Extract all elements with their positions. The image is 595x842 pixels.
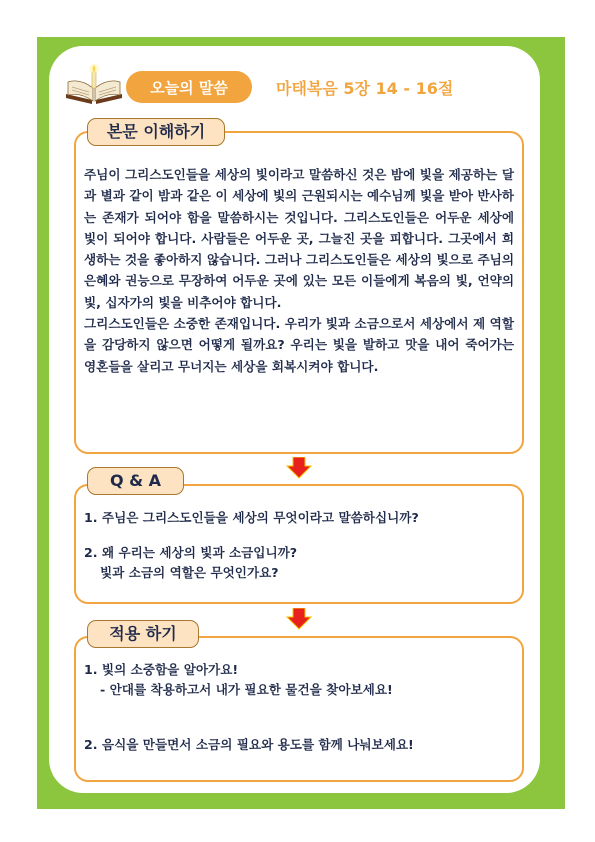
apply-box (74, 636, 524, 782)
verse-reference: 마태복음 5장 14 - 16절 (276, 79, 454, 98)
question-2: 2. 왜 우리는 세상의 빛과 소금입니까? (84, 545, 298, 560)
badge-label: 오늘의 말씀 (150, 79, 228, 97)
paragraph: 주님이 그리스도인들을 세상의 빛이라고 말씀하신 것은 밤에 빛을 제공하는 달과 별과 같이 밤과 같은 이 세상에 빛의 근원되시는 예수님께 빛을 받아 반사하는 존재가 되어야 함을 말씀하시는 것입니다. 그리스도인들은 어두운 세상에 빛이 되어야 합니다. 사람들은 어두운 곳, 그늘진 곳을 피합니다. 그곳에서 희생하는 것을 좋아하지 않습니다. 그러나 그리스도인들은 세상의 빛으로 주님의 은혜와 권능으로 무장하여 어두운 곳에 있는 모든 이들에게 복음의 빛, 언약의 빛, 십자가의 빛을 비추어야 합니다. (84, 167, 514, 310)
apply-item-2: 2. 음식을 만들면서 소금의 필요와 용도를 함께 나눠보세요! (84, 737, 414, 752)
paragraph: 그리스도인들은 소중한 존재입니다. 우리가 빛과 소금으로서 세상에서 제 역할을 감당하지 않으면 어떻게 될까요? 우리는 빛을 발하고 맛을 내어 죽어가는 영혼들을 살리고 무너지는 세상을 회복시켜야 합니다. (84, 316, 514, 374)
apply-item-1: 1. 빛의 소중함을 알아가요! (84, 662, 239, 677)
down-arrow-icon (286, 457, 312, 479)
apply-tab: 적용 하기 (87, 620, 199, 648)
todays-word-badge (126, 71, 252, 103)
understanding-text (84, 164, 514, 377)
qa-tab: Q & A (87, 467, 184, 495)
understanding-tab: 본문 이해하기 (87, 118, 225, 146)
apply-item-1-sub: - 안대를 착용하고서 내가 필요한 물건을 찾아보세요! (100, 682, 393, 697)
question-1: 1. 주님은 그리스도인들을 세상의 무엇이라고 말씀하십니까? (84, 510, 419, 525)
question-2-sub: 빛과 소금의 역할은 무엇인가요? (100, 565, 279, 580)
down-arrow-icon (286, 608, 312, 630)
bible-candle-icon (62, 64, 126, 108)
